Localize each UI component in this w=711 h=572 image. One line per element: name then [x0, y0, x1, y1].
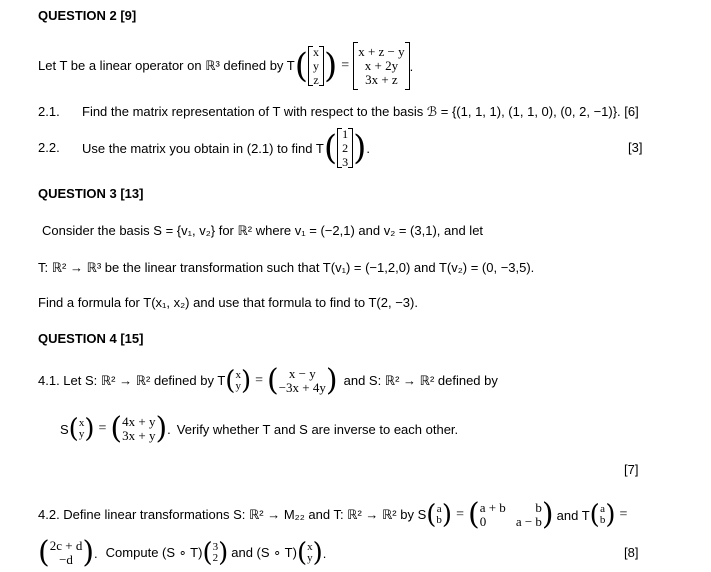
q3-heading: QUESTION 3 [13] — [38, 186, 144, 201]
q2-intro: Let T be a linear operator on ℝ³ defined by T — [38, 58, 295, 73]
q2-part2: Use the matrix you obtain in (2.1) to find T ( 1 2 3 ) . — [82, 127, 370, 169]
q4-part1-vec-in: x y — [235, 369, 241, 392]
q4-part1: 4.1. Let S: ℝ² → ℝ² defined by T ( x y ) = ( x − y −3x + 4y ) and S: ℝ² → ℝ² defined by — [38, 363, 498, 398]
q2-part2-text: Use the matrix you obtain in (2.1) to find T — [82, 140, 324, 156]
q4-s-vec-out: 4x + y 3x + y — [122, 414, 156, 443]
q4-part2-line2: ( 2c + d −d ) . Compute (S ∘ T) ( 3 2 ) and (S ∘ T) ( x y ) . — [38, 535, 327, 570]
q4-part2-line1: 4.2. Define linear transformations S: ℝ² → M₂₂ and T: ℝ² → ℝ² by S ( a b ) = ( a + b b 0 a − b ) and T ( a b ) = — [38, 497, 628, 532]
q4-part2-T-out: 2c + d −d — [49, 538, 83, 567]
q2-part2-vec: 1 2 3 — [342, 127, 349, 169]
q4-part2-compute: Compute (S ∘ T) — [105, 545, 203, 560]
q3-line1: Consider the basis S = {v₁, v₂} for ℝ² where v₁ = (−2,1) and v₂ = (3,1), and let — [42, 223, 484, 238]
q4-s-suffix: Verify whether T and S are inverse to each other. — [176, 421, 459, 437]
q4-part1-prefix: 4.1. Let S: ℝ² → ℝ² defined by T — [38, 373, 226, 388]
q4-part2-c-vec: 3 2 — [212, 541, 219, 564]
q4-part2-and2: and (S ∘ T) — [231, 545, 297, 560]
q4-s-vec-in: x y — [78, 417, 85, 440]
q2-part2-marks: [3] — [628, 140, 643, 155]
q4-part1-marks: [7] — [624, 462, 639, 477]
q2-part1-text: Find the matrix representation of T with respect to the basis ℬ = {(1, 1, 1), (1, 1, 0), (0, 2, −1)}. [6] — [82, 104, 639, 119]
q2-part1-number: 2.1. — [38, 104, 60, 119]
q4-heading: QUESTION 4 [15] — [38, 331, 144, 346]
q4-part2-and: and T — [556, 507, 590, 523]
q3-line2: T: ℝ² → ℝ³ be the linear transformation such that T(v₁) = (−1,2,0) and T(v₂) = (0, −3,5). — [38, 260, 535, 275]
q4-part2-matrix: a + b b 0 a − b — [479, 500, 542, 529]
q4-part1-suffix: and S: ℝ² → ℝ² defined by — [343, 373, 498, 388]
q4-part1-vec-out: x − y −3x + 4y — [278, 366, 326, 395]
q4-part2-vec: a b — [436, 503, 442, 526]
q2-part2-number: 2.2. — [38, 140, 60, 155]
q2-heading: QUESTION 2 [9] — [38, 8, 137, 23]
q4-part2-T-vec: a b — [599, 503, 606, 526]
q4-s-definition: S ( x y ) = ( 4x + y 3x + y ) . Verify whether T and S are inverse to each other. — [60, 411, 459, 446]
q2-vec-in: x y z — [313, 45, 320, 87]
q2-definition: Let T be a linear operator on ℝ³ defined by T ( x y z ) = x + z − y x + 2y 3x + z . — [38, 46, 413, 86]
q4-part2-xy-vec: x y — [307, 541, 313, 564]
q4-part2-prefix: 4.2. Define linear transformations S: ℝ² → M₂₂ and T: ℝ² → ℝ² by S — [38, 507, 427, 522]
q3-line3: Find a formula for T(x₁, x₂) and use that formula to find to T(2, −3). — [38, 295, 418, 310]
q4-part2-marks: [8] — [624, 545, 639, 560]
q2-vec-out: x + z − y x + 2y 3x + z — [358, 44, 405, 87]
